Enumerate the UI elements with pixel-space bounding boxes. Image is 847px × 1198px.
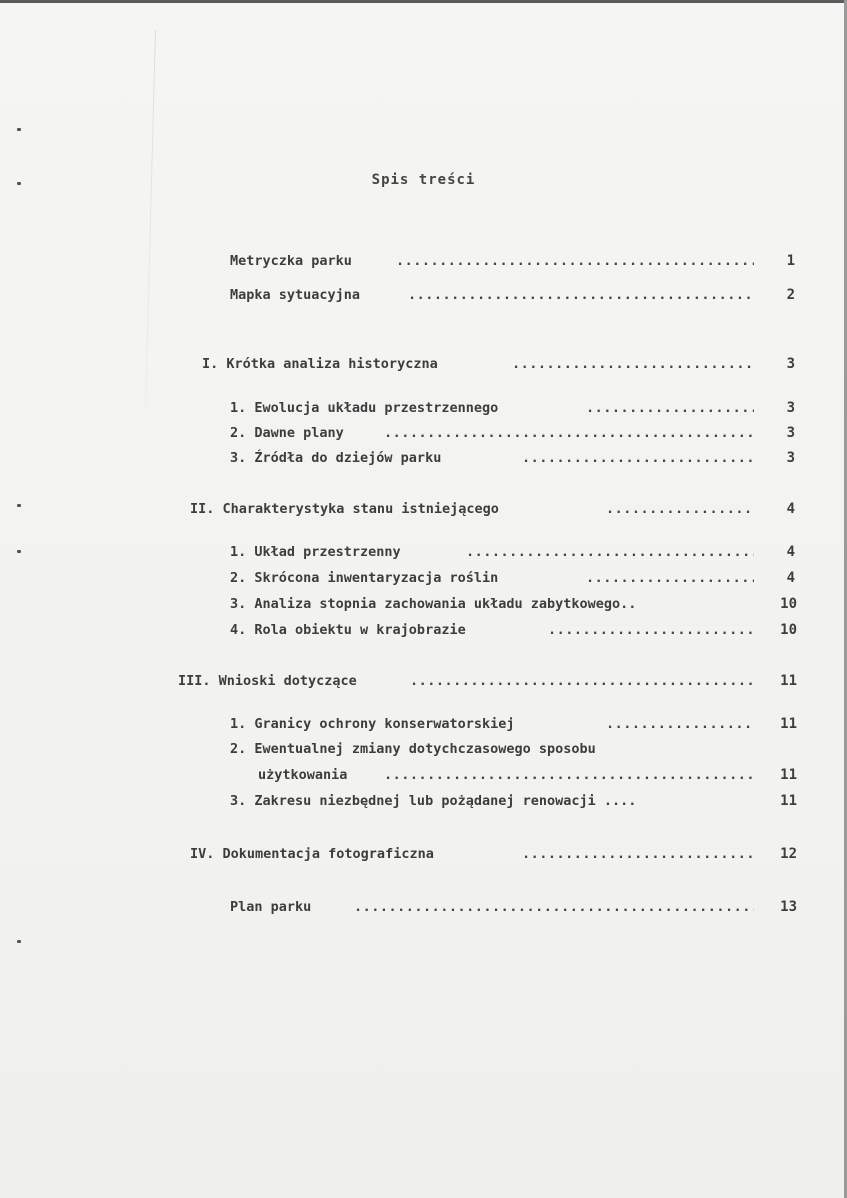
- paper-fold-line: [145, 30, 156, 410]
- punch-hole-mark: [17, 504, 21, 507]
- toc-entry-page: 4: [786, 544, 795, 560]
- toc-entry-label: 3. Zakresu niezbędnej lub pożądanej renowacji ....: [230, 793, 637, 809]
- toc-entry-label: 4. Rola obiektu w krajobrazie: [230, 622, 466, 638]
- toc-entry-page: 11: [780, 673, 797, 689]
- toc-entry-page: 2: [786, 287, 795, 303]
- toc-leader-dots: [606, 498, 754, 520]
- toc-leader-dots: [522, 447, 754, 469]
- toc-leader-dots: [466, 541, 754, 563]
- toc-entry-page: 1: [786, 253, 795, 269]
- toc-entry-page: 11: [780, 716, 797, 732]
- toc-leader-dots: [396, 250, 754, 272]
- toc-entry-label: 2. Skrócona inwentaryzacja roślin: [230, 570, 499, 586]
- toc-leader-dots: [606, 713, 754, 735]
- toc-leader-dots: [410, 670, 754, 692]
- toc-entry-page: 12: [780, 846, 797, 862]
- toc-entry-label: 3. Analiza stopnia zachowania układu zabytkowego..: [230, 596, 637, 612]
- page-top-edge: [0, 0, 847, 3]
- toc-entry-page: 3: [786, 400, 795, 416]
- toc-entry-page: 3: [786, 425, 795, 441]
- toc-entry-page: 13: [780, 899, 797, 915]
- toc-entry-page: 3: [786, 450, 795, 466]
- toc-section-label: III. Wnioski dotyczące: [178, 673, 357, 689]
- toc-leader-dots: [354, 896, 754, 918]
- toc-section-label: I. Krótka analiza historyczna: [202, 356, 438, 372]
- toc-entry-page: 4: [786, 501, 795, 517]
- toc-leader-dots: [586, 567, 754, 589]
- toc-entry-label: Metryczka parku: [230, 253, 352, 269]
- toc-entry-page: 11: [780, 767, 797, 783]
- toc-entry-page: 10: [780, 622, 797, 638]
- toc-entry-label: 2. Ewentualnej zmiany dotychczasowego sposobu: [230, 741, 596, 757]
- page-title: Spis treści: [371, 172, 476, 188]
- toc-leader-dots: [512, 353, 754, 375]
- punch-hole-mark: [17, 128, 21, 131]
- toc-leader-dots: [384, 764, 754, 786]
- toc-entry-label: 1. Układ przestrzenny: [230, 544, 401, 560]
- toc-leader-dots: [586, 397, 754, 419]
- toc-entry-label: 1. Ewolucja układu przestrzennego: [230, 400, 499, 416]
- toc-entry-page: 4: [786, 570, 795, 586]
- toc-leader-dots: [522, 843, 754, 865]
- toc-leader-dots: [384, 422, 754, 444]
- toc-entry-continuation: użytkowania: [258, 767, 348, 783]
- toc-entry-label: 1. Granicy ochrony konserwatorskiej: [230, 716, 515, 732]
- toc-entry-label: Mapka sytuacyjna: [230, 287, 361, 303]
- punch-hole-mark: [17, 550, 21, 553]
- punch-hole-mark: [17, 940, 21, 943]
- toc-entry-page: 3: [786, 356, 795, 372]
- toc-entry-label: 3. Źródła do dziejów parku: [230, 450, 442, 466]
- toc-section-label: II. Charakterystyka stanu istniejącego: [190, 501, 499, 517]
- toc-entry-page: 11: [780, 793, 797, 809]
- toc-leader-dots: [548, 619, 754, 641]
- toc-leader-dots: [408, 284, 754, 306]
- toc-entry-page: 10: [780, 596, 797, 612]
- toc-entry-label: 2. Dawne plany: [230, 425, 344, 441]
- toc-entry-label: Plan parku: [230, 899, 312, 915]
- toc-section-label: IV. Dokumentacja fotograficzna: [190, 846, 434, 862]
